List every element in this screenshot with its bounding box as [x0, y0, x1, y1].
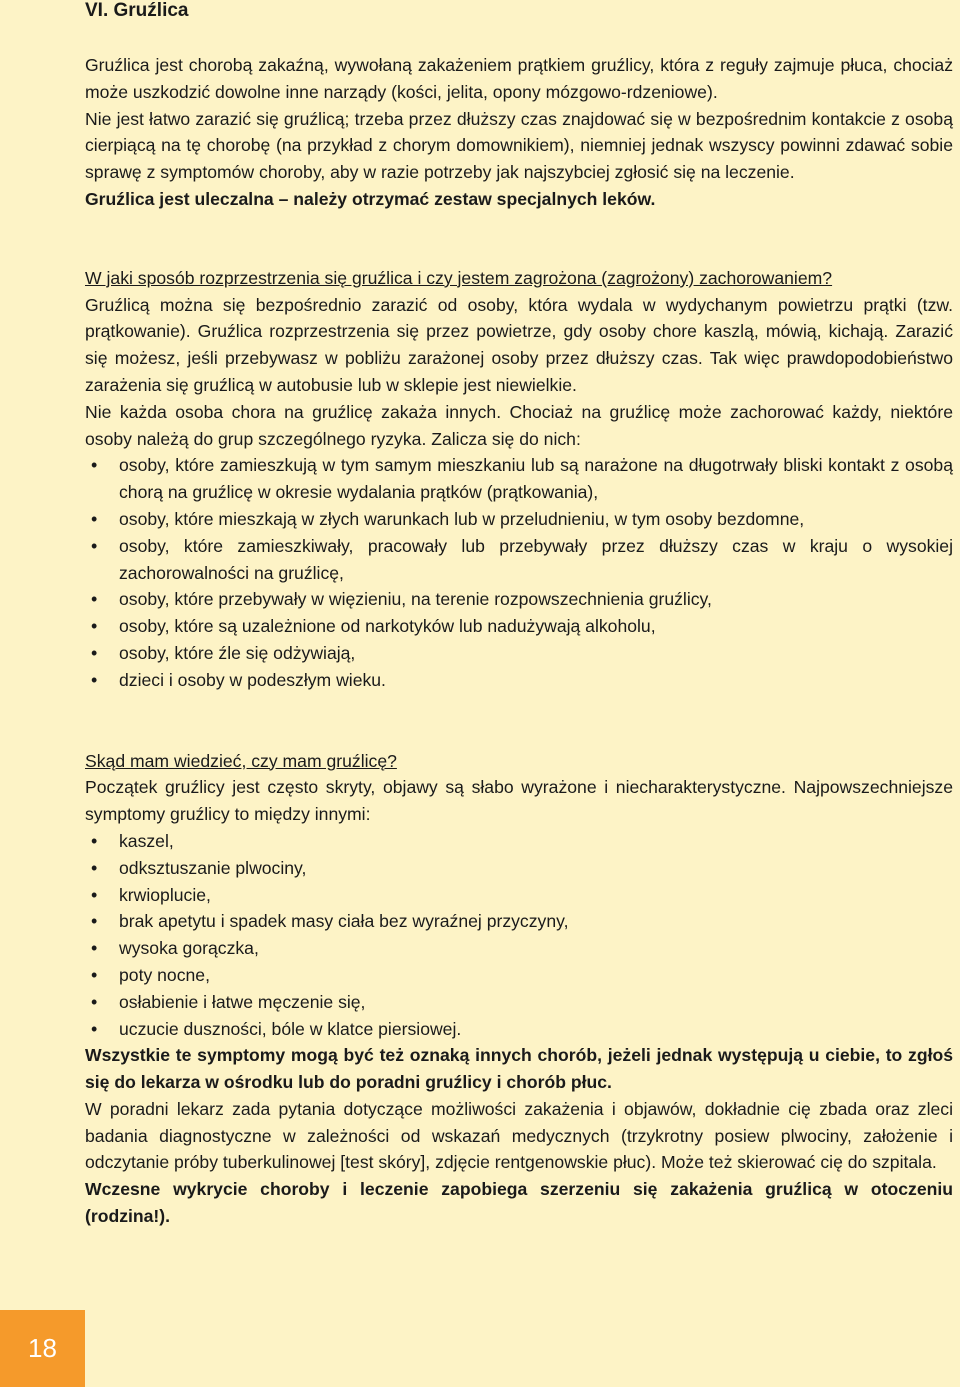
list-item: • kaszel,	[85, 828, 953, 855]
list-item: • osoby, które źle się odżywiają,	[85, 640, 953, 667]
transmission-paragraph-2: Nie każda osoba chora na gruźlicę zakaża innych. Chociaż na gruźlicę może zachorować każdy, niektóre osoby należą do grup szczególnego ryzyka. Zalicza się do nich:	[85, 401, 953, 449]
list-item: • uczucie duszności, bóle w klatce piersiowej.	[85, 1016, 953, 1043]
clinic-paragraph: W poradni lekarz zada pytania dotyczące możliwości zakażenia i objawów, dokładnie cię zbada oraz zleci badania diagnostyczne w zależności od wskazań medycznych (trzykrotny posiew plwociny, założenie i odczytanie próby tuberkulinowej [test skóry], zdjęcie rentgenowskie płuc). Może też skierować cię do szpitala.	[85, 1098, 953, 1173]
symptom-list	[85, 828, 953, 1042]
list-item: • wysoka gorączka,	[85, 935, 953, 962]
intro-paragraph-2: Nie jest łatwo zarazić się gruźlicą; trzeba przez dłuższy czas znajdować się w bezpośrednim kontakcie z osobą cierpiącą na tę chorobę (na przykład z chorym domownikiem), niemniej jednak wszyscy powinni zdawać sobie sprawę z symptomów choroby, aby w razie potrzeby jak najszybciej zgłosić się na leczenie.	[85, 108, 953, 183]
list-item: • poty nocne,	[85, 962, 953, 989]
page-number-badge	[0, 1310, 85, 1387]
list-item: • dzieci i osoby w podeszłym wieku.	[85, 667, 953, 694]
intro-paragraph-1: Gruźlica jest chorobą zakaźną, wywołaną zakażeniem prątkiem gruźlicy, która z reguły zajmuje płuca, chociaż może uszkodzić dowolne inne narządy (kości, jelita, opony mózgowo-rdzeniowe).	[85, 55, 953, 102]
list-item: • osoby, które są uzależnione od narkotyków lub nadużywają alkoholu,	[85, 613, 953, 640]
section-heading: VI. Gruźlica	[85, 0, 189, 21]
page-content	[85, 0, 953, 1230]
risk-group-list	[85, 452, 953, 693]
list-item: • odksztuszanie plwociny,	[85, 855, 953, 882]
list-item: • osoby, które zamieszkiwały, pracowały lub przebywały przez dłuższy czas w kraju o wysokiej zachorowalności na gruźlicę,	[85, 533, 953, 587]
list-item: • osłabienie i łatwe męczenie się,	[85, 989, 953, 1016]
list-item: • krwioplucie,	[85, 882, 953, 909]
page-number: 18	[28, 1333, 57, 1363]
list-item: • osoby, które przebywały w więzieniu, na terenie rozpowszechnienia gruźlicy,	[85, 586, 953, 613]
symptoms-bold-warning: Wszystkie te symptomy mogą być też oznaką innych chorób, jeżeli jednak występują u ciebie, to zgłoś się do lekarza w ośrodku lub do poradni gruźlicy i chorób płuc.	[85, 1045, 953, 1093]
intro-bold-statement: Gruźlica jest uleczalna – należy otrzymać zestaw specjalnych leków.	[85, 188, 656, 209]
list-item: • brak apetytu i spadek masy ciała bez wyraźnej przyczyny,	[85, 908, 953, 935]
symptoms-paragraph-1: Początek gruźlicy jest często skryty, objawy są słabo wyrażone i niecharakterystyczne. Najpowszechniejsze symptomy gruźlicy to między innymi:	[85, 777, 953, 825]
transmission-paragraph-1: Gruźlicą można się bezpośrednio zarazić od osoby, która wydala w wydychanym powietrzu prątki (tzw. prątkowanie). Gruźlica rozprzestrzenia się przez powietrze, gdy osoby chore kaszlą, mówią, kichają. Zarazić się możesz, jeśli przebywasz w pobliżu zarażonej osoby przez dłuższy czas. Tak więc prawdopodobieństwo zarażenia się gruźlicą w autobusie lub w sklepie jest niewielkie.	[85, 294, 953, 395]
question-symptoms: Skąd mam wiedzieć, czy mam gruźlicę?	[85, 750, 397, 771]
list-item: • osoby, które zamieszkują w tym samym mieszkaniu lub są narażone na długotrwały bliski kontakt z osobą chorą na gruźlicę w okresie wydalania prątków (prątkowania),	[85, 452, 953, 506]
early-detection-statement: Wczesne wykrycie choroby i leczenie zapobiega szerzeniu się zakażenia gruźlicą w otoczeniu (rodzina!).	[85, 1179, 953, 1227]
question-transmission: W jaki sposób rozprzestrzenia się gruźlica i czy jestem zagrożona (zagrożony) zachorowaniem?	[85, 267, 833, 288]
list-item: • osoby, które mieszkają w złych warunkach lub w przeludnieniu, w tym osoby bezdomne,	[85, 506, 953, 533]
